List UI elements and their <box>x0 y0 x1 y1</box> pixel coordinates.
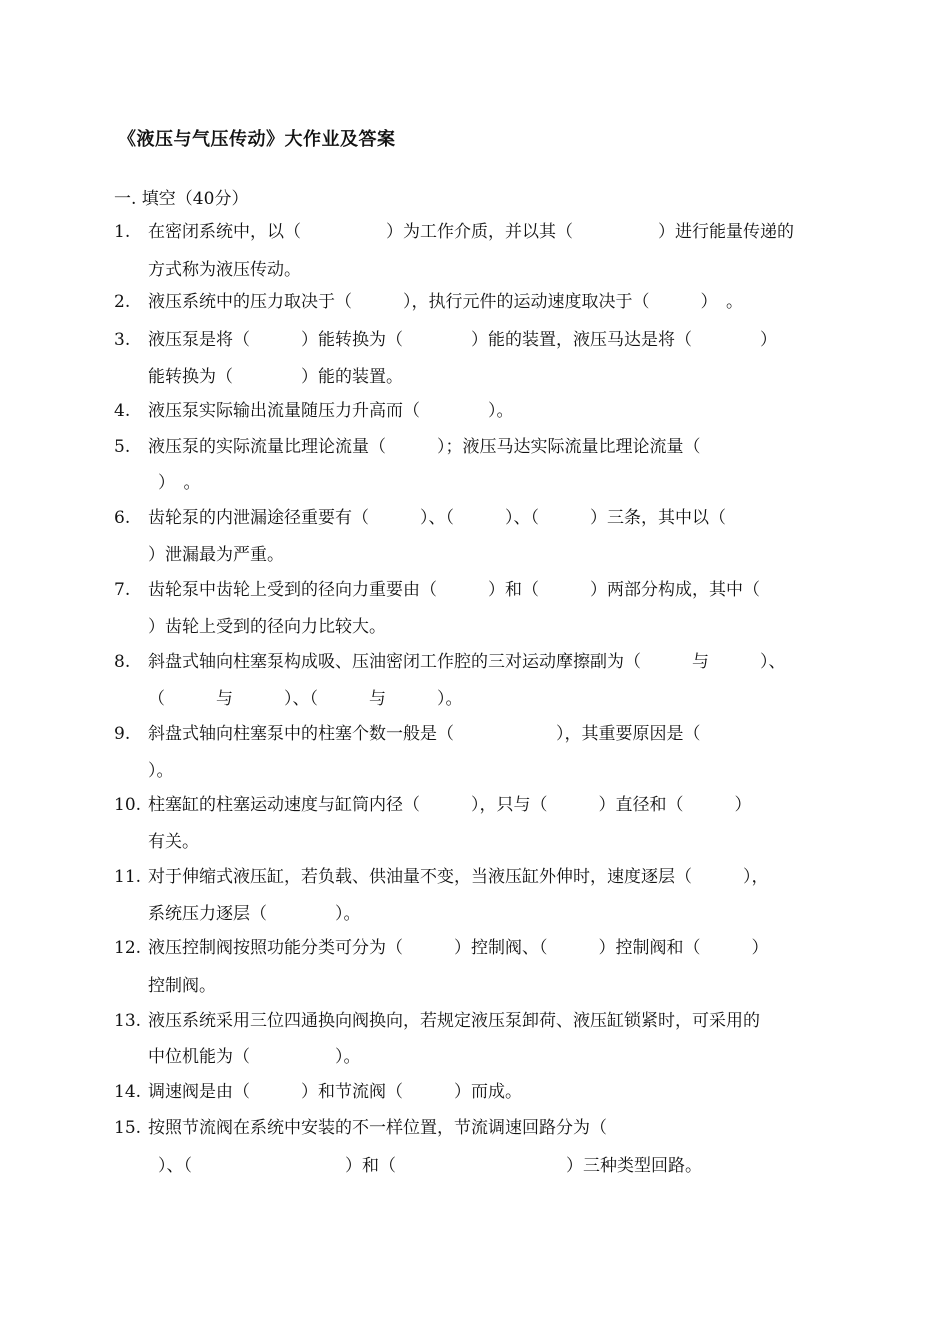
question-text-continuation: （ 与 ）、（ 与 ）。 <box>148 689 463 709</box>
question-text-continuation: ）泄漏最为严重。 <box>148 545 284 565</box>
question-number: 6. <box>114 508 131 528</box>
question-number: 14. <box>114 1082 142 1102</box>
question-text: 按照节流阀在系统中安装的不一样位置，节流调速回路分为（ <box>148 1118 607 1138</box>
question-text-continuation: 控制阀。 <box>148 976 216 996</box>
question-text: 斜盘式轴向柱塞泵中的柱塞个数一般是（ ），其重要原因是（ <box>148 724 701 744</box>
question-number: 13. <box>114 1011 142 1031</box>
question-text: 调速阀是由（ ）和节流阀（ ）而成。 <box>148 1082 522 1102</box>
question-number: 5. <box>114 437 131 457</box>
question-text: 对于伸缩式液压缸，若负载、供油量不变，当液压缸外伸时，速度逐层（ ）， <box>148 867 769 887</box>
question-number: 11. <box>114 867 142 887</box>
question-text-continuation: ）。 <box>148 761 174 781</box>
question-number: 4. <box>114 401 131 421</box>
question-text: 在密闭系统中，以（ ）为工作介质，并以其（ ）进行能量传递的 <box>148 222 794 242</box>
section-heading: 一. 填空（40分） <box>114 189 249 209</box>
question-number: 9. <box>114 724 131 744</box>
question-text: 液压系统采用三位四通换向阀换向，若规定液压泵卸荷、液压缸锁紧时，可采用的 <box>148 1011 760 1031</box>
question-text: 液压泵的实际流量比理论流量（ ）；液压马达实际流量比理论流量（ <box>148 437 701 457</box>
question-number: 8. <box>114 652 131 672</box>
question-text: 液压泵实际输出流量随压力升高而（ ）。 <box>148 401 514 421</box>
question-number: 12. <box>114 938 142 958</box>
question-number: 2. <box>114 292 131 312</box>
question-text-continuation: 能转换为（ ）能的装置。 <box>148 367 403 387</box>
question-text-continuation: 有关。 <box>148 832 199 852</box>
question-number: 10. <box>114 795 142 815</box>
question-text-continuation: 方式称为液压传动。 <box>148 260 301 280</box>
question-text: 液压系统中的压力取决于（ ），执行元件的运动速度取决于（ ） 。 <box>148 292 743 312</box>
question-text: 斜盘式轴向柱塞泵构成吸、压油密闭工作腔的三对运动摩擦副为（ 与 ）、 <box>148 652 786 672</box>
question-text-continuation: ） 。 <box>158 473 201 493</box>
question-number: 7. <box>114 580 131 600</box>
question-number: 3. <box>114 330 131 350</box>
question-number: 15. <box>114 1118 142 1138</box>
question-text: 液压泵是将（ ）能转换为（ ）能的装置，液压马达是将（ ） <box>148 330 777 350</box>
question-text: 柱塞缸的柱塞运动速度与缸筒内径（ ），只与（ ）直径和（ ） <box>148 795 752 815</box>
question-text: 齿轮泵的内泄漏途径重要有（ ）、（ ）、（ ）三条，其中以（ <box>148 508 726 528</box>
question-text-continuation: ）、（ ）和（ ）三种类型回路。 <box>158 1156 702 1176</box>
question-text: 液压控制阀按照功能分类可分为（ ）控制阀、（ ）控制阀和（ ） <box>148 938 769 958</box>
question-text-continuation: ）齿轮上受到的径向力比较大。 <box>148 617 386 637</box>
question-text: 齿轮泵中齿轮上受到的径向力重要由（ ）和（ ）两部分构成，其中（ <box>148 580 760 600</box>
question-number: 1. <box>114 222 131 242</box>
document-title: 《液压与气压传动》大作业及答案 <box>118 129 396 150</box>
question-text-continuation: 系统压力逐层（ ）。 <box>148 904 361 924</box>
question-text-continuation: 中位机能为（ ）。 <box>148 1047 361 1067</box>
